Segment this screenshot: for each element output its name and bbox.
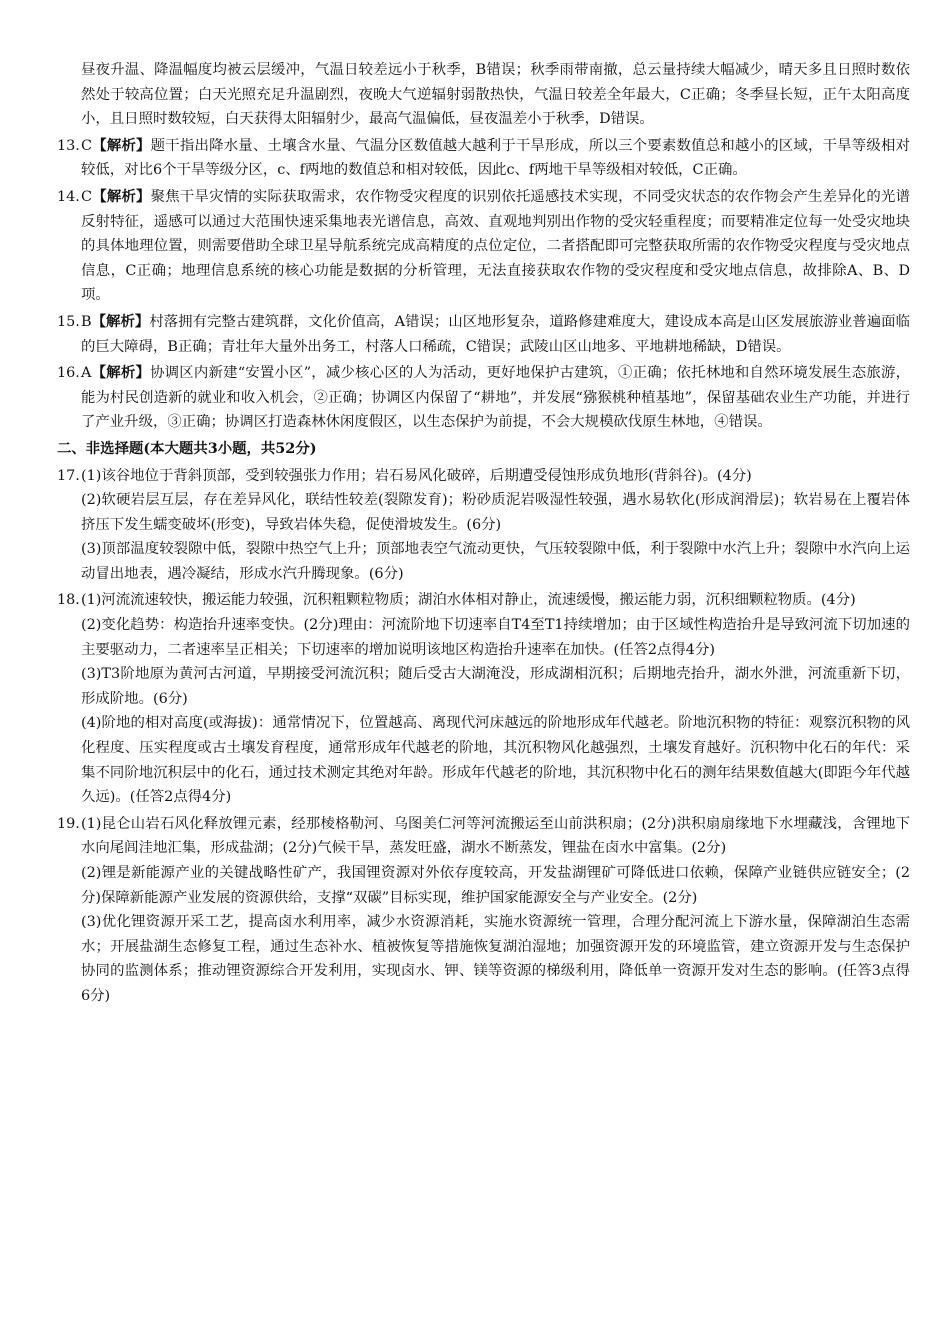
sub-answer-2: (2)锂是新能源产业的关键战略性矿产，我国锂资源对外依存度较高，开发盐湖锂矿可降低进口依赖，保障产业链供应链安全；(2分)保障新能源产业发展的资源供给，支撑“双碳”目标实现，维护国家能源安全与产业安全。(2分)	[81, 865, 910, 906]
sub-answer-4: (4)阶地的相对高度(或海拔)：通常情况下，位置越高、离现代河床越远的阶地形成年代越老。阶地沉积物的特征：观察沉积物的风化程度、压实程度或古土壤发育程度，通常形成年代越老的阶地，其沉积物风化越强烈，土壤发育越好。沉积物中化石的年代：采集不同阶地沉积层中的化石，通过技术测定其绝对年龄。形成年代越老的阶地，其沉积物中化石的测年结果数值越大(即距今年代越久远)。(任答2点得4分)	[81, 715, 910, 806]
question-body	[81, 185, 910, 308]
answer-letter: C	[81, 188, 93, 205]
question-body	[81, 588, 910, 809]
section-heading: 二、非选择题(本大题共3小题，共52分)	[57, 439, 317, 457]
analysis-tag: 【解析】	[92, 187, 151, 205]
question-body	[81, 812, 910, 1009]
question-17	[57, 464, 910, 587]
question-14	[57, 185, 910, 308]
sub-answer-1: (1)该谷地位于背斜顶部，受到较强张力作用；岩石易风化破碎，后期遭受侵蚀形成负地形(背斜谷)。(4分)	[81, 467, 752, 484]
question-body	[81, 134, 910, 183]
question-18	[57, 588, 910, 809]
question-16	[57, 361, 910, 435]
question-body	[81, 464, 910, 587]
analysis-text: 题干指出降水量、土壤含水量、气温分区数值越大越利于干旱形成，所以三个要素数值总和越小的区域，干旱等级相对较低，对比6个干旱等级分区，c、f两地的数值总和相对较低，因此c、f两地干旱等级相对较低，C正确。	[81, 137, 910, 179]
analysis-text: 聚焦干旱灾情的实际获取需求，农作物受灾程度的识别依托遥感技术实现，不同受灾状态的农作物会产生差异化的光谱反射特征，遥感可以通过大范围快速采集地表光谱信息，高效、直观地判别出作物的受灾轻重程度；而要精准定位每一处受灾地块的具体地理位置，则需要借助全球卫星导航系统完成高精度的点位定位，二者搭配即可完整获取所需的农作物受灾程度与受灾地点信息，C正确；地理信息系统的核心功能是数据的分析管理，无法直接获取农作物的受灾程度和受灾地点信息，故排除A、B、D项。	[81, 188, 910, 304]
question-number: 17.	[57, 467, 80, 484]
question-body	[81, 361, 910, 435]
question-19	[57, 812, 910, 1009]
analysis-text: 村落拥有完整古建筑群，文化价值高，A错误；山区地形复杂，道路修建难度大，建设成本高是山区发展旅游业普遍面临的巨大障碍，B正确；青壮年大量外出务工，村落人口稀疏，C错误；武陵山区山地多、平地耕地稀缺，D错误。	[81, 313, 910, 355]
sub-answer-2: (2)软硬岩层互层，存在差异风化，联结性较差(裂隙发育)；粉砂质泥岩吸湿性较强，遇水易软化(形成润滑层)；软岩易在上覆岩体挤压下发生蠕变破坏(形变)，导致岩体失稳，促使滑坡发生。(6分)	[81, 492, 910, 533]
question-body	[81, 310, 910, 359]
sub-answer-1: (1)河流流速较快，搬运能力较强，沉积粗颗粒物质；湖泊水体相对静止，流速缓慢，搬运能力弱，沉积细颗粒物质。(4分)	[81, 592, 856, 609]
answer-letter: C	[81, 137, 93, 154]
analysis-text: 协调区内新建“安置小区”，减少核心区的人为活动，更好地保护古建筑，①正确；依托林地和自然环境发展生态旅游，能为村民创造新的就业和收入机会，②正确；协调区内保留了“耕地”，并发展“猕猴桃种植基地”，保留基础农业生产功能，并进行了产业升级，③正确；协调区打造森林休闲度假区，以生态保护为前提，不会大规模砍伐原生林地，④错误。	[81, 365, 910, 431]
sub-answer-3: (3)T3阶地原为黄河古河道，早期接受河流沉积；随后受古大湖淹没，形成湖相沉积；后期地壳抬升，湖水外泄，河流重新下切，形成阶地。(6分)	[81, 666, 910, 707]
question-number: 19.	[57, 815, 80, 832]
q12-continuation: 昼夜升温、降温幅度均被云层缓冲，气温日较差远小于秋季，B错误；秋季雨带南撤，总云量持续大幅减少，晴天多且日照时数依然处于较高位置；白天光照充足升温剧烈，夜晚大气逆辐射弱散热快，气温日较差全年最大，C正确；冬季昼长短，正午太阳高度小，且日照时数较短，白天获得太阳辐射少，最高气温偏低，昼夜温差小于秋季，D错误。	[81, 62, 910, 128]
question-number: 14.	[57, 188, 80, 205]
question-number: 15.	[57, 313, 80, 330]
answer-letter: A	[81, 365, 92, 382]
question-number: 16.	[57, 365, 80, 382]
question-13	[57, 134, 910, 183]
analysis-tag: 【解析】	[91, 312, 150, 330]
answer-letter: B	[81, 313, 92, 330]
question-number: 18.	[57, 592, 80, 609]
question-15	[57, 310, 910, 359]
sub-answer-3: (3)顶部温度较裂隙中低，裂隙中热空气上升；顶部地表空气流动更快，气压较裂隙中低，利于裂隙中水汽上升；裂隙中水汽向上运动冒出地表，遇冷凝结，形成水汽升腾现象。(6分)	[81, 541, 910, 582]
analysis-tag: 【解析】	[92, 136, 151, 154]
question-number: 13.	[57, 137, 80, 154]
sub-answer-2: (2)变化趋势：构造抬升速率变快。(2分)理由：河流阶地下切速率自T4至T1持续增加；由于区域性构造抬升是导致河流下切加速的主要驱动力，二者速率呈正相关；下切速率的增加说明该地区构造抬升速率在加快。(任答2点得4分)	[81, 617, 910, 658]
sub-answer-1: (1)昆仑山岩石风化释放锂元素，经那棱格勒河、乌图美仁河等河流搬运至山前洪积扇；(2分)洪积扇扇缘地下水埋藏浅，含锂地下水向尾闾洼地汇集，形成盐湖；(2分)气候干旱，蒸发旺盛，湖水不断蒸发，锂盐在卤水中富集。(2分)	[81, 815, 910, 857]
analysis-tag: 【解析】	[91, 364, 151, 382]
sub-answer-3: (3)优化锂资源开采工艺，提高卤水利用率，减少水资源消耗，实施水资源统一管理，合理分配河流上下游水量，保障湖泊生态需水；开展盐湖生态修复工程，通过生态补水、植被恢复等措施恢复湖泊湿地；加强资源开发的环境监管，建立资源开发与生态保护协同的监测体系；推动锂资源综合开发利用，实现卤水、钾、镁等资源的梯级利用，降低单一资源开发对生态的影响。(任答3点得6分)	[81, 914, 910, 1004]
